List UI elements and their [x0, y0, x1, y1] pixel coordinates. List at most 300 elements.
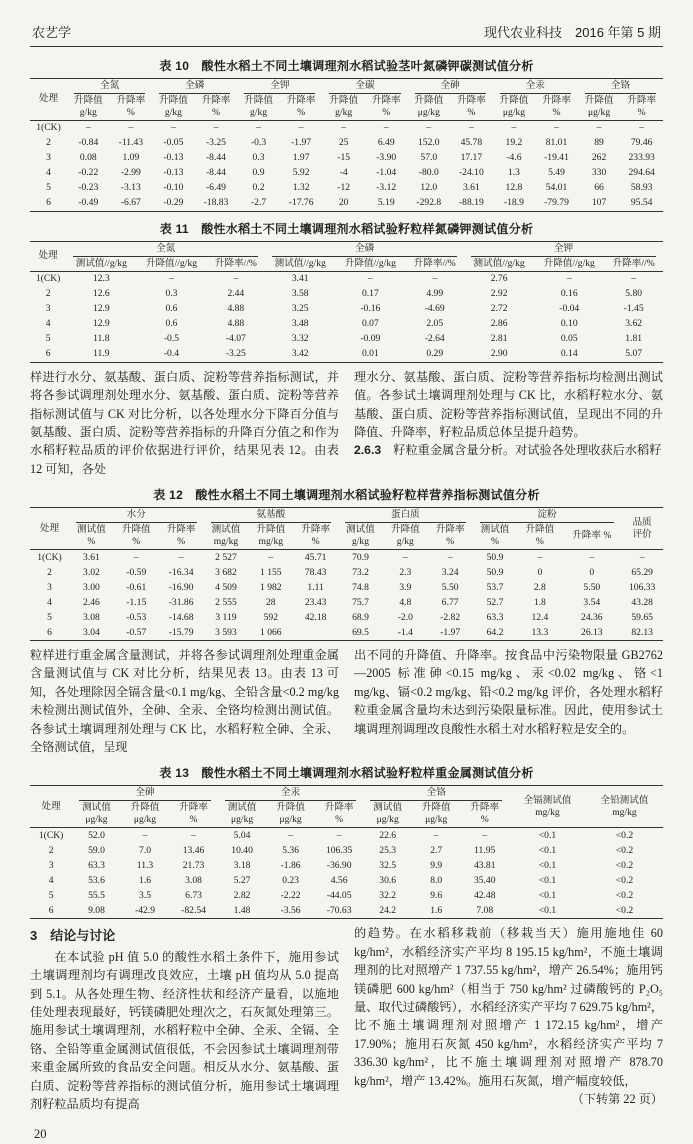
cell: – — [191, 829, 196, 841]
cell: 1.11 — [307, 581, 324, 593]
group-header: 全铬 — [363, 786, 509, 801]
cell: 1.32 — [292, 182, 310, 194]
cell: 5.27 — [233, 874, 251, 886]
cell: – — [268, 551, 274, 563]
cell: 152.0 — [418, 137, 440, 149]
cell: -6.49 — [205, 182, 226, 194]
cell: -1.97 — [440, 626, 461, 638]
table-row — [30, 873, 663, 888]
cell: 1.48 — [233, 904, 251, 916]
cell: <0.1 — [538, 829, 557, 841]
cell: <0.1 — [538, 859, 557, 871]
treatment-column-header: 处理 — [30, 79, 67, 121]
cell: -31.86 — [168, 596, 194, 608]
cell: 1 066 — [260, 626, 282, 638]
cell: 12.9 — [92, 318, 110, 330]
cell: – — [432, 273, 438, 285]
cell: 3 593 — [215, 626, 237, 638]
cell: 2 555 — [215, 596, 237, 608]
cell: 24.2 — [379, 904, 397, 916]
cell: 2.82 — [233, 889, 251, 901]
column-header: 测试值 % — [473, 523, 518, 549]
cell: 1.8 — [533, 596, 546, 608]
column-header: 测试值 μg/kg — [218, 801, 267, 827]
cell: – — [426, 122, 432, 134]
cell: <0.2 — [615, 874, 634, 886]
cell: 4 509 — [215, 581, 237, 593]
cell: 59.65 — [631, 611, 653, 623]
column-header: 升降值 μg/kg — [408, 94, 451, 120]
column-header: 升降率 % — [562, 523, 621, 549]
cell: -0.05 — [163, 137, 184, 149]
table-row — [30, 302, 663, 317]
cell: 32.5 — [379, 859, 397, 871]
cell: -8.44 — [205, 167, 226, 179]
cell: 30.6 — [379, 874, 397, 886]
column-header: 升降率 % — [195, 94, 238, 120]
column-header: 升降率 % — [159, 523, 204, 549]
group-header: 全氮 — [67, 79, 152, 94]
cell: – — [233, 273, 239, 285]
cell: 2 — [46, 137, 51, 149]
cell: 3.18 — [233, 859, 251, 871]
table-row — [30, 843, 663, 858]
cell: 4.99 — [426, 288, 444, 300]
cell: – — [142, 829, 148, 841]
cell: 9.08 — [88, 904, 105, 916]
cell: 233.93 — [628, 152, 655, 164]
cell: -4 — [339, 167, 348, 179]
column-header: 升降值 μg/kg — [412, 801, 461, 827]
cell: -0.4 — [163, 348, 180, 360]
cell: – — [511, 122, 517, 134]
cell: 4.88 — [227, 318, 245, 330]
cell: – — [589, 551, 595, 563]
cell: 2.76 — [490, 273, 508, 285]
cell: <0.2 — [615, 844, 634, 856]
table12-caption: 表 12 酸性水稻土不同土壤调理剂水稻试验籽粒样营养指标测试值分析 — [153, 488, 540, 503]
cell: -3.13 — [120, 182, 141, 194]
cell: 12.9 — [92, 303, 110, 315]
table-13 — [30, 785, 663, 919]
cell: -14.68 — [168, 611, 194, 623]
paragraph: 的趋势。在水稻移栽前（移栽当天）施用施地佳 60 kg/hm²，水稻经济实产平均 8 195.15 kg/hm²，不施土壤调理剂的比对照增产 1 737.55 kg/hm²，增产 26.54%；施用钙镁磷肥 600 kg/hm²（相当于 750 kg/hm² 过磷酸钙的 P₂O₅ 量、取代过磷酸钙），水稻经济实产平均 7 629.75 kg/hm²，比不施土壤调理剂对照增产 1 172.15 kg/hm²，增产 17.90%；施用石灰氮 450 kg/hm²，水稻经济实产平均 7 336.30 kg/hm²，比不施土壤调理剂对照增产 878.70 kg/hm²，增产 13.42%。施用石灰氮，增产幅度较低， — [354, 926, 664, 1088]
cell: 0.3 — [165, 288, 178, 300]
column-header: 升降率 % — [460, 801, 509, 827]
cell: 3.61 — [83, 551, 100, 563]
cell: 95.54 — [630, 197, 653, 209]
cell: 1(CK) — [36, 122, 61, 134]
cell: -0.3 — [250, 137, 267, 149]
group-header: 淀粉 — [473, 508, 622, 523]
cell: 11.3 — [136, 859, 154, 871]
treatment-column-header: 处理 — [30, 508, 69, 550]
cell: 65.29 — [631, 566, 653, 578]
running-head — [30, 22, 663, 46]
cell: -36.90 — [326, 859, 352, 871]
cell: 3.58 — [291, 288, 309, 300]
text-column-right — [354, 924, 663, 1143]
cell: -3.90 — [376, 152, 397, 164]
cell: – — [171, 122, 176, 134]
cell: 52.0 — [88, 829, 105, 841]
cell: 21.73 — [182, 859, 205, 871]
cell: – — [566, 273, 572, 285]
paragraph: 理水分、氨基酸、蛋白质、淀粉等营养指标均检测出测试值。各参试土壤调理剂处理与 CK 比，水稻籽粒水分、氨基酸、蛋白质、淀粉等营养指标测试值，呈现出不同的升降值、升降率，籽粒品质总体呈提升趋势。 — [354, 369, 663, 439]
cell: 106.35 — [325, 844, 353, 856]
cell: 1.6 — [139, 874, 152, 886]
cell: – — [85, 122, 91, 134]
cell: – — [383, 122, 389, 134]
cell: 0.16 — [560, 288, 578, 300]
cell: – — [433, 829, 439, 841]
column-header: 测试值 mg/kg — [204, 523, 249, 549]
cell: -4.69 — [424, 303, 445, 315]
cell: 2 — [48, 844, 54, 856]
cell: 4.56 — [330, 874, 348, 886]
cell: 43.28 — [631, 596, 653, 608]
column-header: 品质 评价 — [621, 508, 663, 550]
column-header: 全铅测试值 mg/kg — [586, 786, 663, 828]
group-header: 全磷 — [265, 241, 464, 256]
cell: 5.50 — [441, 581, 459, 593]
cell: -0.84 — [78, 137, 99, 149]
table-row — [30, 166, 663, 181]
table-row — [30, 151, 663, 166]
column-header: 升降值 mg/kg — [248, 523, 293, 549]
cell: 11.9 — [93, 348, 110, 360]
cell: 75.7 — [352, 596, 369, 608]
cell: – — [639, 122, 645, 134]
cell: -0.13 — [163, 167, 184, 179]
group-header: 全砷 — [408, 79, 493, 94]
cell: 3.04 — [83, 626, 100, 638]
cell: 58.93 — [630, 182, 653, 194]
cell: 9.9 — [430, 859, 443, 871]
table13-caption: 表 13 酸性水稻土不同土壤调理剂水稻试验籽粒样重金属测试值分析 — [159, 766, 534, 781]
cell: – — [402, 551, 408, 563]
column-header: 升降值 % — [517, 523, 562, 549]
cell: 7.0 — [139, 844, 152, 856]
cell: 1(CK) — [35, 273, 61, 285]
cell: 5.92 — [292, 167, 310, 179]
table-row — [30, 271, 663, 286]
cell: <0.1 — [538, 844, 557, 856]
treatment-column-header: 处理 — [30, 241, 66, 271]
group-header: 全砷 — [72, 786, 218, 801]
table-row — [30, 858, 663, 873]
cell: 4.88 — [227, 303, 245, 315]
cell: 592 — [263, 611, 278, 623]
group-header: 全磷 — [152, 79, 237, 94]
column-header: 升降率 % — [110, 94, 153, 120]
cell: 3.08 — [185, 874, 202, 886]
cell: -42.9 — [135, 904, 155, 916]
cell: -70.63 — [326, 904, 352, 916]
cell: 3 — [45, 303, 51, 315]
table-row — [30, 347, 663, 362]
column-header: 升降率 % — [428, 523, 473, 549]
cell: 63.3 — [486, 611, 504, 623]
column-header: 升降率//% — [207, 257, 266, 271]
cell: 3.48 — [291, 318, 309, 330]
cell: 53.6 — [88, 874, 105, 886]
column-header: 升降值 g/kg — [237, 94, 280, 120]
cell: -1.04 — [376, 167, 397, 179]
cell: 6 — [46, 197, 51, 209]
cell: <0.2 — [615, 904, 634, 916]
cell: – — [447, 551, 453, 563]
column-header: 测试值 % — [69, 523, 114, 549]
cell: 0.08 — [79, 152, 97, 164]
column-header: 测试值 μg/kg — [363, 801, 412, 827]
cell: -0.04 — [559, 303, 580, 315]
cell: 25.3 — [379, 844, 397, 856]
cell: 0.10 — [560, 318, 578, 330]
text-column-left — [30, 368, 339, 478]
cell: <0.1 — [538, 889, 557, 901]
cell: – — [256, 122, 261, 134]
cell: – — [298, 122, 304, 134]
cell: 5.36 — [282, 844, 299, 856]
cell: 4 — [48, 874, 54, 886]
cell: 3.61 — [462, 182, 480, 194]
cell: 0.17 — [361, 288, 379, 300]
column-header: 升降率 % — [450, 94, 493, 120]
cell: -19.41 — [544, 152, 569, 164]
cell: 19.2 — [505, 137, 523, 149]
paragraph: 在本试验 pH 值 5.0 的酸性水稻土条件下，施用参试土壤调理剂均有调理改良效应，土壤 pH 值均从 5.0 提高到 5.1。从各处理生物、经济性状和经济产量看，以施地佳处理表现最好，钙镁磷肥处理次之，石灰氮处理第三。施用参试土壤调理剂，水稻籽粒中全砷、全汞、全镉、全铬、全铅等重金属测试值很低，不会因参试土壤调理剂带来重金属所致的食品安全问题。相反从水分、氨基酸、蛋白质、淀粉等营养指标的测试值分析，施用参试土壤调理剂籽粒品质均有提高 — [30, 949, 339, 1111]
cell: 5 — [48, 889, 54, 901]
cell: 69.5 — [352, 626, 369, 638]
cell: -0.16 — [360, 303, 381, 315]
subsection-text: 籽粒重金属含量分析。对试验各处理收获后水稻籽 — [381, 443, 662, 458]
table10-caption: 表 10 酸性水稻土不同土壤调理剂水稻试验茎叶氮磷钾碳测试值分析 — [159, 59, 534, 73]
cell: 2.3 — [399, 566, 412, 578]
table-12 — [30, 507, 663, 641]
cell: 3.42 — [291, 348, 309, 360]
group-header: 全碳 — [322, 79, 407, 94]
cell: -0.10 — [163, 182, 184, 194]
cell: 3.62 — [625, 318, 643, 330]
cell: 81.01 — [545, 137, 568, 149]
cell: 12.6 — [92, 288, 110, 300]
cell: 1.3 — [507, 167, 520, 179]
cell: 45.78 — [460, 137, 483, 149]
cell: 6.77 — [441, 596, 459, 608]
cell: -80.0 — [418, 167, 439, 179]
cell: 12.8 — [505, 182, 523, 194]
cell: 3 — [46, 152, 51, 164]
cell: 0.9 — [252, 167, 265, 179]
cell: 6 — [45, 348, 51, 360]
journal-issue: 现代农业科技 2016 年第 5 期 — [484, 25, 661, 40]
cell: – — [133, 551, 139, 563]
group-header: 蛋白质 — [338, 508, 473, 523]
column-header: 升降率//% — [405, 257, 464, 271]
cell: -292.8 — [416, 197, 442, 209]
cell: 43.81 — [473, 859, 496, 871]
cell: -16.90 — [168, 581, 194, 593]
cell: 50.9 — [486, 551, 504, 563]
group-header: 水分 — [69, 508, 204, 523]
cell: -44.05 — [326, 889, 352, 901]
cell: 10.40 — [231, 844, 253, 856]
cell: – — [178, 551, 184, 563]
cell: 1.97 — [292, 152, 310, 164]
cell: -4.6 — [506, 152, 522, 164]
table-row — [30, 625, 663, 640]
cell: 0 — [537, 566, 543, 578]
cell: -1.15 — [126, 596, 147, 608]
column-header: 升降值 μg/kg — [266, 801, 315, 827]
text-column-right — [354, 646, 663, 756]
cell: -0.57 — [126, 626, 147, 638]
column-header: 升降值 g/kg — [152, 94, 195, 120]
cell: 0.07 — [361, 318, 379, 330]
cell: 1 982 — [260, 581, 282, 593]
cell: 3.9 — [399, 581, 412, 593]
cell: -0.5 — [163, 333, 180, 345]
table-row — [30, 610, 663, 625]
cell: 5.49 — [548, 167, 565, 179]
cell: 1.6 — [430, 904, 443, 916]
column-header: 升降率 % — [315, 801, 364, 827]
column-header: 升降值 μg/kg — [121, 801, 170, 827]
cell: 6.49 — [377, 137, 395, 149]
cell: -1.4 — [397, 626, 413, 638]
cell: 0.6 — [165, 303, 178, 315]
column-header: 升降率 % — [365, 94, 408, 120]
cell: 12.0 — [420, 182, 438, 194]
cell: 2.92 — [490, 288, 508, 300]
cell: 5.07 — [625, 348, 643, 360]
cell: 12.4 — [531, 611, 549, 623]
treatment-column-header: 处理 — [30, 786, 72, 828]
cell: 5.80 — [625, 288, 643, 300]
cell: 0.05 — [560, 333, 578, 345]
cell: <0.2 — [615, 889, 634, 901]
cell: -0.22 — [78, 167, 99, 179]
cell: 107 — [591, 197, 607, 209]
cell: 0.14 — [560, 348, 578, 360]
cell: – — [367, 273, 373, 285]
column-header: 测试值//g/kg — [464, 257, 534, 271]
cell: 55.5 — [88, 889, 105, 901]
cell: 1(CK) — [38, 829, 64, 841]
cell: 2 — [45, 288, 51, 300]
table-row — [30, 332, 663, 347]
cell: – — [169, 273, 174, 285]
cell: 28 — [266, 596, 276, 608]
cell: <0.2 — [615, 829, 634, 841]
cell: 1.81 — [625, 333, 643, 345]
cell: 23.43 — [304, 596, 327, 608]
continuation-note: （下转第 22 页） — [571, 1091, 663, 1106]
table-10 — [30, 78, 663, 212]
table-row — [30, 317, 663, 332]
column-header: 升降率 % — [280, 94, 323, 120]
cell: -0.53 — [126, 611, 147, 623]
cell: -3.56 — [280, 904, 301, 916]
cell: 0.3 — [252, 152, 265, 164]
cell: 2.7 — [430, 844, 443, 856]
table-row — [30, 136, 663, 151]
cell: 330 — [591, 167, 607, 179]
cell: -18.83 — [203, 197, 229, 209]
cell: -0.49 — [78, 197, 99, 209]
table-row — [30, 287, 663, 302]
column-header: 升降率//% — [604, 257, 663, 271]
column-header: 全镉测试值 mg/kg — [509, 786, 586, 828]
cell: 42.48 — [473, 889, 496, 901]
cell: 0.6 — [165, 318, 178, 330]
cell: 9.6 — [430, 889, 443, 901]
group-header: 全钾 — [464, 241, 663, 256]
body-text-block-2 — [30, 646, 663, 756]
cell: 89 — [594, 137, 604, 149]
table-row — [30, 903, 663, 918]
table-row — [30, 120, 663, 135]
cell: -0.59 — [126, 566, 147, 578]
cell: 2.86 — [490, 318, 508, 330]
cell: -17.76 — [288, 197, 314, 209]
header-rule — [30, 46, 663, 49]
cell: 4 — [47, 596, 52, 608]
cell: -2.7 — [250, 197, 267, 209]
cell: – — [631, 273, 637, 285]
paragraph: 出不同的升降值、升降率。按食品中污染物限量 GB2762—2005 标准砷<0.15 mg/kg、汞<0.02 mg/kg、铬<1 mg/kg、镉<0.2 mg/kg、铅<0.2 mg/kg 评价，各处理水稻籽粒重金属含量均未达到污染限量标准。因此，使用参试土壤调理剂调理改良酸性水稻土对水稻籽粒是安全的。 — [354, 648, 663, 736]
cell: 70.9 — [352, 551, 369, 563]
column-header: 升降值//g/kg — [136, 257, 206, 271]
cell: – — [341, 122, 347, 134]
section-heading: 3 结论与讨论 — [30, 928, 116, 944]
cell: 63.3 — [88, 859, 105, 871]
cell: -24.10 — [458, 167, 484, 179]
cell: 4 — [46, 167, 51, 179]
cell: 294.64 — [628, 167, 655, 179]
cell: 59.0 — [88, 844, 105, 856]
column-header: 升降率 % — [169, 801, 218, 827]
cell: 13.46 — [182, 844, 205, 856]
cell: 3.02 — [83, 566, 100, 578]
group-header: 全汞 — [493, 79, 578, 94]
cell: 0.2 — [252, 182, 265, 194]
cell: 35.40 — [473, 874, 496, 886]
cell: -15 — [337, 152, 351, 164]
column-header: 升降值//g/kg — [335, 257, 405, 271]
conclusion-section — [30, 924, 663, 1143]
cell: -0.29 — [163, 197, 184, 209]
cell: 2.05 — [426, 318, 444, 330]
cell: 106.33 — [628, 581, 656, 593]
group-header: 全铬 — [578, 79, 663, 94]
cell: 45.71 — [304, 551, 327, 563]
cell: 5 — [46, 182, 51, 194]
cell: 74.8 — [352, 581, 369, 593]
cell: 5.04 — [233, 829, 251, 841]
cell: 54.01 — [545, 182, 568, 194]
cell: 2 527 — [215, 551, 237, 563]
cell: 1 155 — [260, 566, 282, 578]
cell: – — [482, 829, 488, 841]
cell: 8.0 — [430, 874, 443, 886]
column-header: 升降值 μg/kg — [578, 94, 621, 120]
table11-caption: 表 11 酸性水稻土不同土壤调理剂水稻试验籽粒样氮磷钾测试值分析 — [159, 221, 534, 236]
cell: 11.95 — [474, 844, 496, 856]
cell: 2.44 — [227, 288, 245, 300]
paragraph: 粒样进行重金属含量测试，并将各参试调理剂处理重金属含量测试值与 CK 对比分析，结果见表 13。由表 13 可知，各处理除因全镉含量<0.1 mg/kg、全铅含量<0.2 mg/kg 未检测出测试值外，全砷、全汞、全铬均检测出测试值。各参试土壤调理剂处理与 CK 比，水稻籽粒全砷、全汞、全铬测试值，呈现 — [30, 648, 339, 755]
